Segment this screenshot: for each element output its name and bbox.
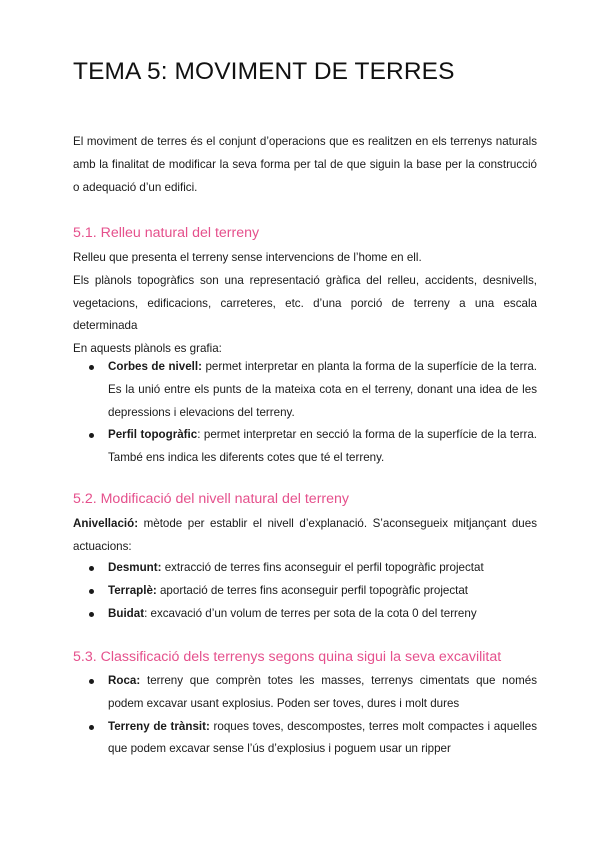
list-item [73,557,537,580]
section-1-body [73,247,537,361]
section-2-intro [73,513,537,559]
bullet-term: Terreny de trànsit: [108,719,210,733]
section-heading-3: 5.3. Classificació dels terrenys segons quina sigui la seva excavilitat [73,649,502,665]
section-heading-2: 5.2. Modificació del nivell natural del terreny [73,491,350,507]
section-1-bullet-list [73,356,537,470]
page-title: TEMA 5: MOVIMENT DE TERRES [73,58,455,85]
bullet-text: terreny que comprèn totes les masses, terrenys cimentats que només podem excavar usant explosius. Poden ser toves, dures i molt dures [108,674,537,710]
bullet-text: permet interpretar en planta la forma de la superfície de la terra. Es la unió entre els punts de la mateixa cota en el terreny, donant una idea de les depressions i elevacions del terreny. [108,360,537,419]
bullet-text: aportació de terres fins aconseguir perfil topogràfic projectat [156,583,469,597]
bullet-icon [89,433,94,438]
bullet-icon [89,725,94,730]
definition-term: Anivellació: [73,517,139,530]
section-2-bullet-list [73,557,537,625]
section-3-bullet-list [73,670,537,761]
list-item [73,356,537,424]
bullet-icon [89,612,94,617]
bullet-text: roques toves, descompostes, terres molt compactes i aquelles que podem excavar sense l’ús d’explosius i poguem usar un ripper [108,719,537,756]
intro-paragraph: El moviment de terres és el conjunt d’operacions que es realitzen en els terrenys naturals amb la finalitat de modificar la seva forma per tal de que siguin la base per la construcció o adequació d’un edifici. [73,135,537,194]
bullet-text: extracció de terres fins aconseguir el perfil topogràfic projectat [161,561,484,574]
bullet-term: Corbes de nivell: [108,360,202,373]
bullet-term: Desmunt: [108,561,162,574]
paragraph: En aquests plànols es grafia: [73,342,222,356]
bullet-icon [89,365,94,370]
bullet-text: : excavació d’un volum de terres per sota de la cota 0 del terreny [144,606,477,620]
bullet-text: : permet interpretar en secció la forma de la superfície de la terra. També ens indica les diferents cotes que té el terreny. [108,428,537,465]
paragraph: Els plànols topogràfics son una representació gràfica del relleu, accidents, desnivells, vegetacions, edificacions, carreteres, etc. d’una porció de terreny a una escala determinada [73,273,537,333]
paragraph: Relleu que presenta el terreny sense intervencions de l’home en ell. [73,251,422,264]
bullet-icon [89,589,94,594]
section-heading-1: 5.1. Relleu natural del terreny [73,225,260,241]
list-item [73,670,537,716]
bullet-term: Perfil topogràfic [108,428,198,442]
bullet-icon [89,679,94,684]
bullet-term: Buidat [108,606,145,620]
list-item [73,716,537,762]
bullet-term: Roca: [108,674,141,687]
list-item [73,580,537,603]
bullet-term: Terraplè: [108,583,157,597]
list-item [73,424,537,470]
list-item [73,603,537,626]
definition-text: mètode per establir el nivell d’explanació. S’aconsegueix mitjançant dues actuacions: [73,517,537,553]
bullet-icon [89,566,94,571]
